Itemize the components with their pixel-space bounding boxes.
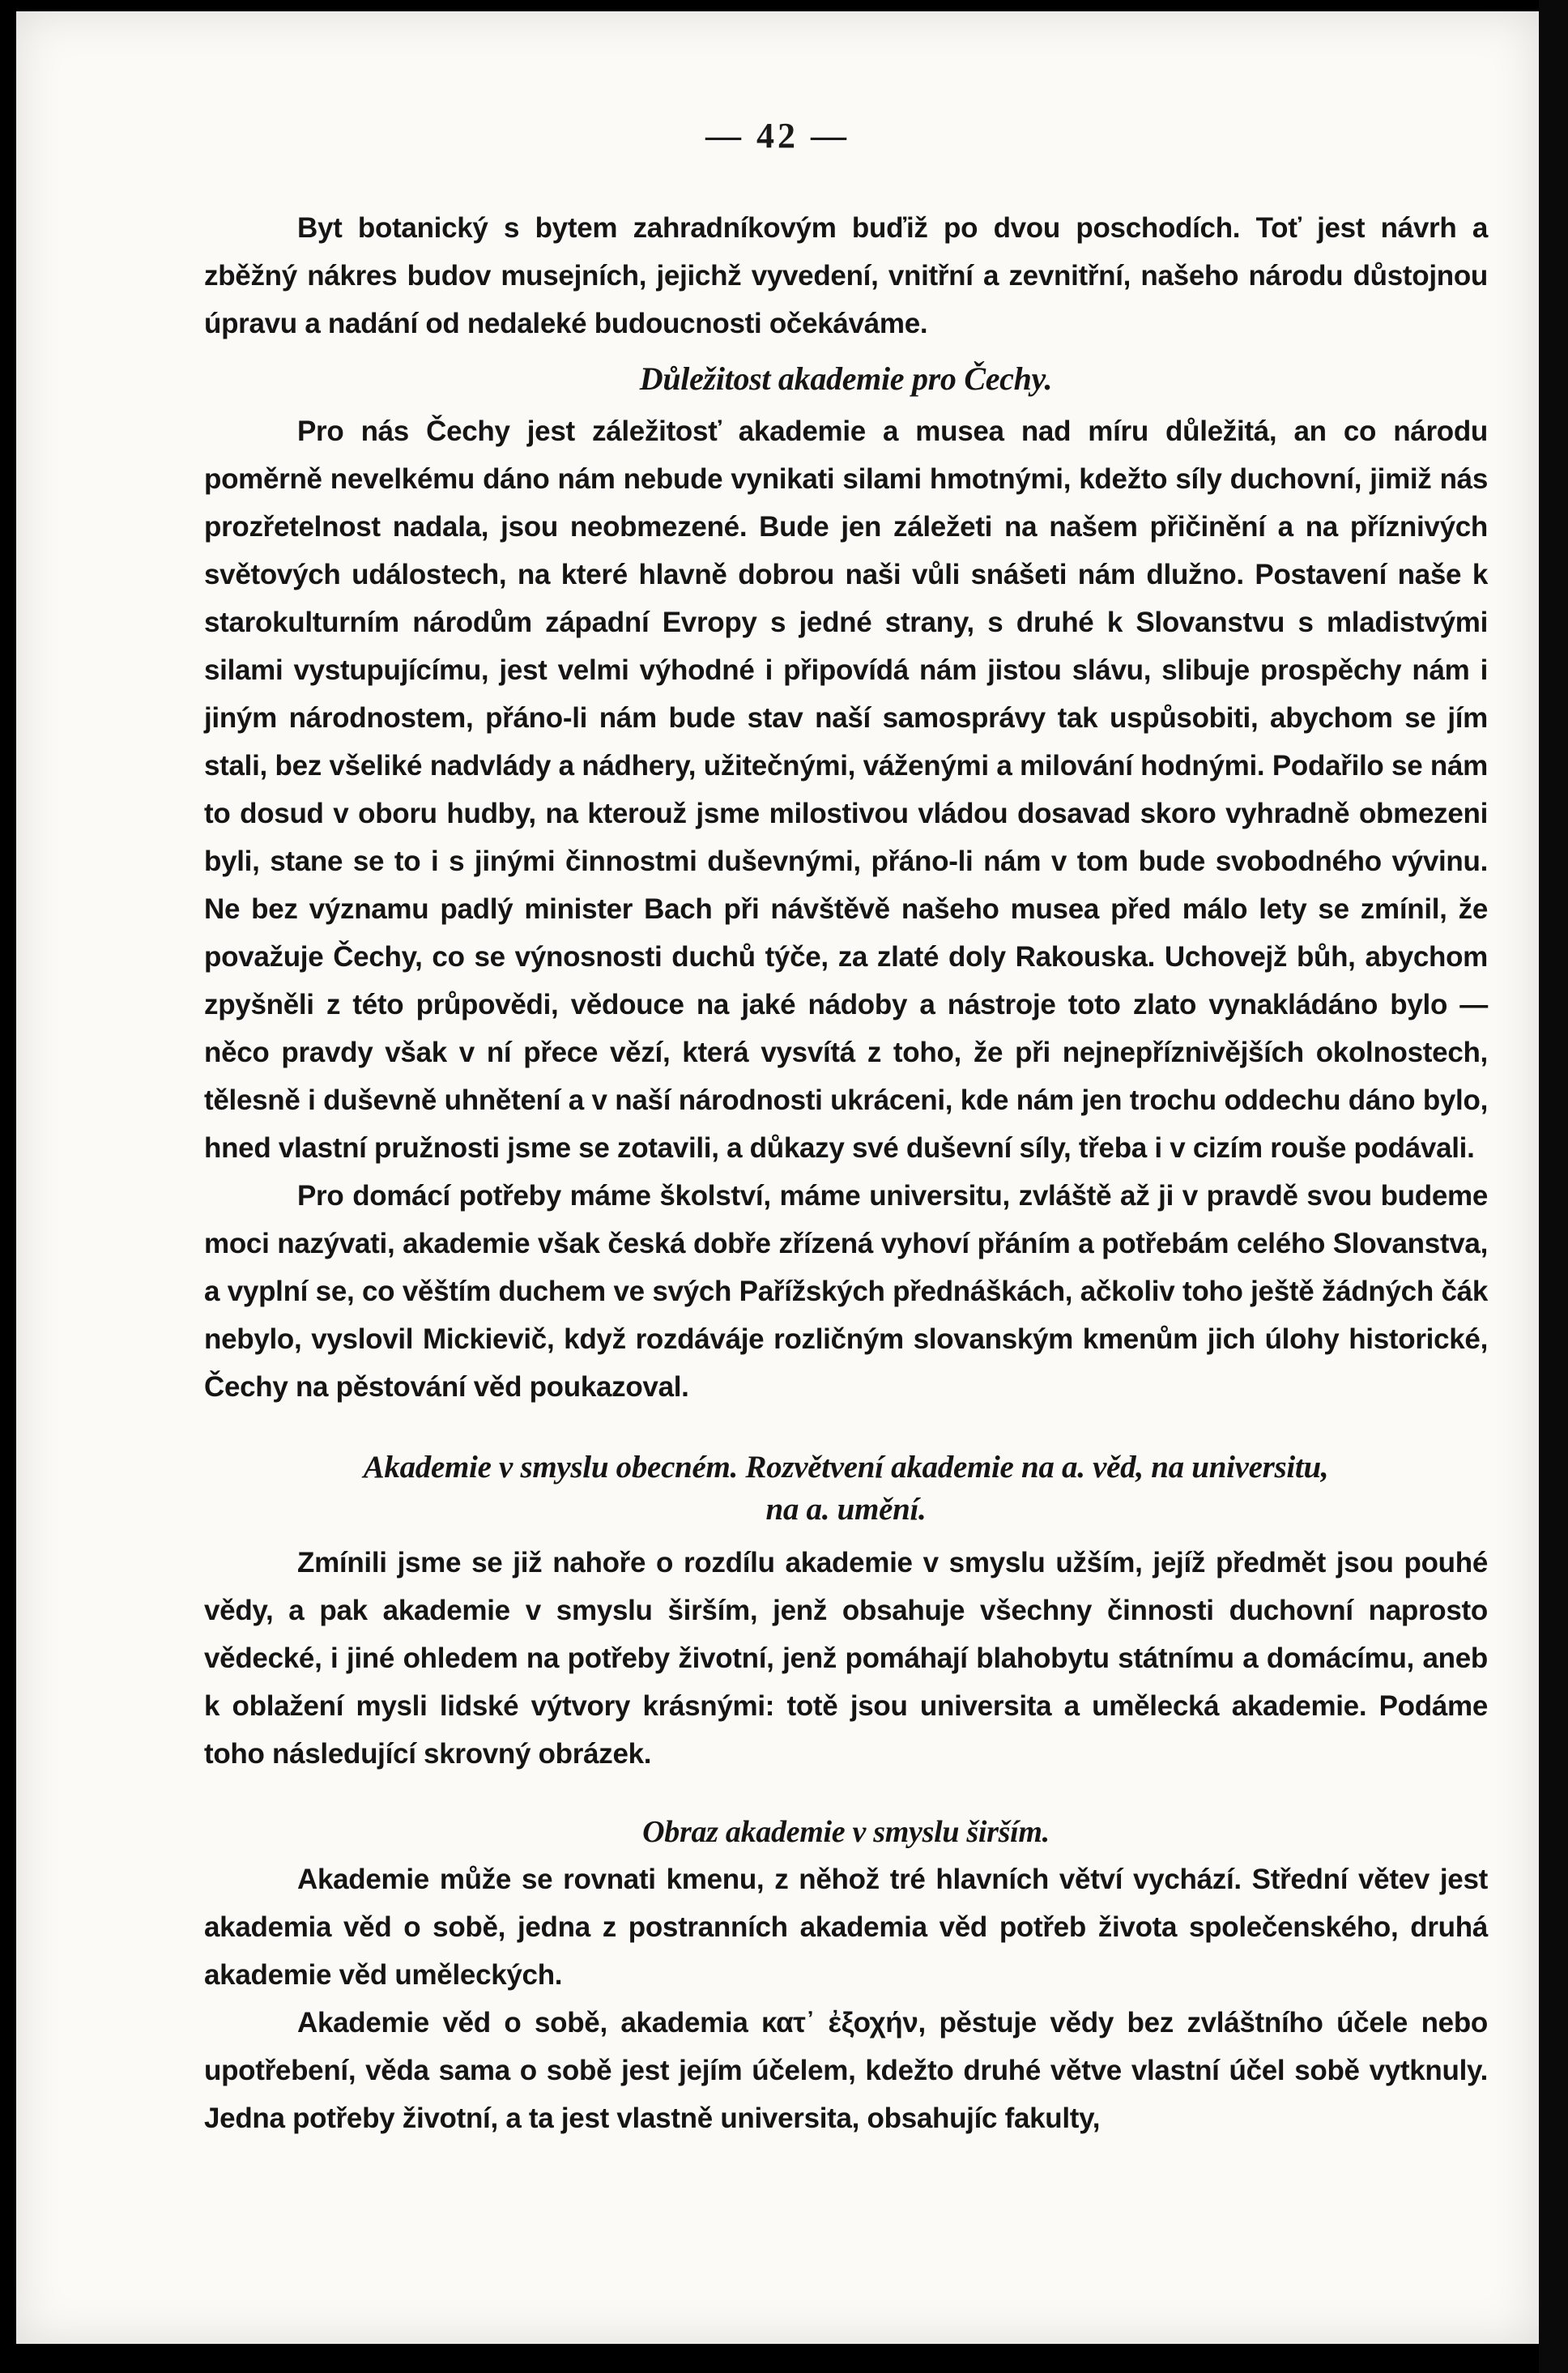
scan-edge [1539, 0, 1568, 2373]
page-content [204, 204, 1488, 2142]
general-paragraph-1: Zmínili jsme se již nahoře o rozdílu akademie v smyslu užším, jejíž předmět jsou pouhé vědy, a pak akademie v smyslu širším, jenž obsahuje všechny činnosti duchovní naprosto vědecké, i jiné ohledem na potřeby životní, jenž pomáhají blahobytu státnímu a domácímu, aneb k oblažení mysli lidské výtvory krásnými: totě jsou universita a umělecká akademie. Podáme toho následující skrovný obrázek. [204, 1547, 1488, 1770]
importance-paragraph-1: Pro nás Čechy jest záležitosť akademie a musea nad míru důležitá, an co národu poměrně nevelkému dáno nám nebude vynikati silami hmotnými, kdežto síly duchovní, jimiž nás prozřetelnost nadala, jsou neobmezené. Bude jen záležeti na našem přičinění a na příznivých světových událostech, na které hlavně dobrou naši vůli snášeti nám dlužno. Postavení naše k starokulturním národům západní Evropy s jedné strany, s druhé k Slovanstvu s mladistvými silami vystupujícímu, jest velmi výhodné i připovídá nám jistou slávu, slibuje prospěchy nám i jiným národnostem, přáno-li nám bude stav naší samosprávy tak uspůsobiti, abychom se jím stali, bez všeliké nadvlády a nádhery, užitečnými, váženými a milování hodnými. Podařilo se nám to dosud v oboru hudby, na kterouž jsme milostivou vládou dosavad skoro vyhradně obmezeni byli, stane se to i s jinými činnostmi duševnými, přáno-li nám v tom bude svobodného vývinu. Ne bez významu padlý minister Bach při návštěvě našeho musea před málo lety se zmínil, že považuje Čechy, co se výnosnosti duchů týče, za zlaté doly Rakouska. Uchovejž bůh, abychom zpyšněli z této průpovědi, vědouce na jaké nádoby a nástroje toto zlato vynakládáno bylo — něco pravdy však v ní přece vězí, která vysvítá z toho, že při nejnepříznivějších okolnostech, tělesně i duševně uhnětení a v naší národnosti ukráceni, kde nám jen trochu oddechu dáno bylo, hned vlastní pružnosti jsme se zotavili, a důkazy své duševní síly, třeba i v cizím rouše podávali. [204, 415, 1488, 1164]
image-paragraph-1: Akademie může se rovnati kmenu, z něhož tré hlavních větví vychází. Střední větev jest akademia věd o sobě, jedna z postranních akademia věd potřeb života společenského, druhá akademie věd uměleckých. [204, 1864, 1488, 1991]
book-page [16, 11, 1539, 2344]
section-heading-image: Obraz akademie v smyslu širším. [642, 1815, 1050, 1849]
image-paragraph-2: Akademie věd o sobě, akademia κατ᾽ ἐξοχήν, pěstuje vědy bez zvláštního účele nebo upotřebení, věda sama o sobě jest jejím účelem, kdežto druhé větve vlastní účel sobě vytknuly. Jedna potřeby životní, a ta jest vlastně universita, obsahujíc fakulty, [204, 2007, 1488, 2134]
section-heading-general-line1: Akademie v smyslu obecném. Rozvětvení akademie na a. věd, na universitu, [363, 1450, 1329, 1485]
intro-paragraph: Byt botanický s bytem zahradníkovým buďiž po dvou poschodích. Toť jest návrh a zběžný nákres budov musejních, jejichž vyvedení, vnitřní a zevnitřní, našeho národu důstojnou úpravu a nadání od nedaleké budoucnosti očekáváme. [204, 212, 1488, 339]
section-heading-importance: Důležitost akademie pro Čechy. [639, 360, 1053, 397]
section-heading-general [204, 1446, 1488, 1531]
importance-paragraph-2: Pro domácí potřeby máme školství, máme universitu, zvláště až ji v pravdě svou budeme moci nazývati, akademie však česká dobře zřízená vyhoví přáním a potřebám celého Slovanstva, a vyplní se, co věštím duchem ve svých Pařížských přednáškách, ačkoliv toho ještě žádných čák nebylo, vyslovil Mickievič, když rozdáváje rozličným slovanským kmenům jich úlohy historické, Čechy na pěstování věd poukazoval. [204, 1180, 1488, 1403]
page-number: — 42 — [705, 116, 850, 156]
section-heading-general-line2: na a. umění. [765, 1492, 927, 1527]
